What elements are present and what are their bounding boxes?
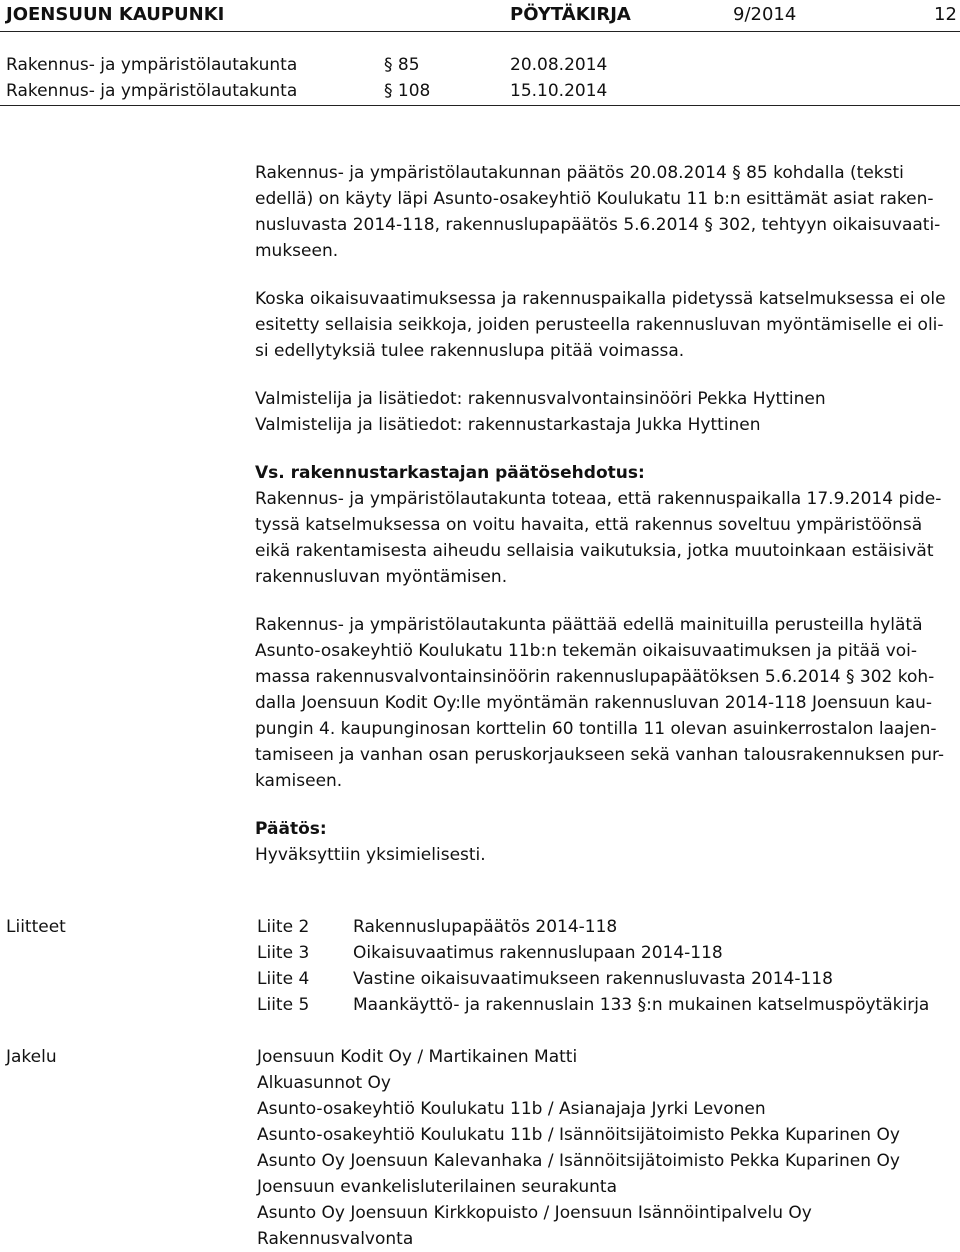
distribution-item: Joensuun evankelisluterilainen seurakunta <box>257 1177 618 1197</box>
text-line: Asunto-osakeyhtiö Koulukatu 11b:n tekemän oikaisuvaatimuksen ja pitää voi- <box>255 641 918 661</box>
header-divider <box>0 31 960 32</box>
text-line: esitetty sellaisia seikkoja, joiden perusteella rakennusluvan myöntämiselle ei oli- <box>255 315 944 335</box>
text-line: Valmistelija ja lisätiedot: rakennustarkastaja Jukka Hyttinen <box>255 415 761 435</box>
paragraph-proposal <box>255 460 955 590</box>
decision-text: Hyväksyttiin yksimielisesti. <box>255 845 486 865</box>
text-line: nusluvasta 2014-118, rakennuslupapäätös 5.6.2014 § 302, tehtyyn oikaisuvaati- <box>255 215 941 235</box>
reference-date-2: 15.10.2014 <box>510 81 608 101</box>
document-body <box>255 160 955 868</box>
paragraph-ruling <box>255 612 955 794</box>
text-line: Rakennus- ja ympäristölautakunnan päätös 20.08.2014 § 85 kohdalla (teksti <box>255 163 904 183</box>
attachment-id: Liite 4 <box>257 969 310 989</box>
attachments-label: Liitteet <box>6 917 66 937</box>
text-line: Koska oikaisuvaatimuksessa ja rakennuspaikalla pidetyssä katselmuksessa ei ole <box>255 289 946 309</box>
text-line: edellä) on käyty läpi Asunto-osakeyhtiö Koulukatu 11 b:n esittämät asiat raken- <box>255 189 934 209</box>
text-line: si edellytyksiä tulee rakennuslupa pitää voimassa. <box>255 341 685 361</box>
attachment-title: Oikaisuvaatimus rakennuslupaan 2014-118 <box>353 943 723 963</box>
paragraph-preparers <box>255 386 955 438</box>
page-number: 12 <box>934 4 957 25</box>
doc-type: PÖYTÄKIRJA <box>510 4 631 25</box>
distribution-item: Asunto-osakeyhtiö Koulukatu 11b / Asianajaja Jyrki Levonen <box>257 1099 766 1119</box>
reference-body-2: Rakennus- ja ympäristölautakunta <box>6 81 298 101</box>
attachment-id: Liite 3 <box>257 943 310 963</box>
paragraph-reasoning <box>255 286 955 364</box>
decision-heading: Päätös: <box>255 819 327 839</box>
doc-number: 9/2014 <box>733 4 797 25</box>
text-line: massa rakennusvalvontainsinöörin rakennuslupapäätöksen 5.6.2014 § 302 koh- <box>255 667 935 687</box>
text-line: eikä rakentamisesta aiheudu sellaisia vaikutuksia, jotka muutoinkaan estäisivät <box>255 541 934 561</box>
text-line: rakennusluvan myöntämisen. <box>255 567 508 587</box>
reference-date-1: 20.08.2014 <box>510 55 608 75</box>
text-line: tamiseen ja vanhan osan peruskorjaukseen sekä vanhan talousrakennuksen pur- <box>255 745 945 765</box>
distribution-item: Asunto Oy Joensuun Kirkkopuisto / Joensuun Isännöintipalvelu Oy <box>257 1203 812 1223</box>
reference-divider <box>0 105 960 106</box>
attachment-title: Rakennuslupapäätös 2014-118 <box>353 917 618 937</box>
attachment-title: Maankäyttö- ja rakennuslain 133 §:n mukainen katselmuspöytäkirja <box>353 995 930 1015</box>
text-line: kamiseen. <box>255 771 343 791</box>
distribution-item: Rakennusvalvonta <box>257 1229 414 1249</box>
reference-section-1: § 85 <box>384 55 420 75</box>
attachment-title: Vastine oikaisuvaatimukseen rakennusluvasta 2014-118 <box>353 969 833 989</box>
attachment-id: Liite 5 <box>257 995 310 1015</box>
reference-section-2: § 108 <box>384 81 431 101</box>
paragraph-decision <box>255 816 955 868</box>
distribution-item: Joensuun Kodit Oy / Martikainen Matti <box>257 1047 578 1067</box>
text-line: Rakennus- ja ympäristölautakunta päättää edellä mainituilla perusteilla hylätä <box>255 615 923 635</box>
text-line: tyssä katselmuksessa on voitu havaita, että rakennus soveltuu ympäristöönsä <box>255 515 923 535</box>
text-line: pungin 4. kaupunginosan korttelin 60 tontilla 11 olevan asuinkerrostalon laajen- <box>255 719 937 739</box>
distribution-item: Asunto-osakeyhtiö Koulukatu 11b / Isännöitsijätoimisto Pekka Kuparinen Oy <box>257 1125 900 1145</box>
attachment-id: Liite 2 <box>257 917 310 937</box>
paragraph-board-decision <box>255 160 955 264</box>
distribution-label: Jakelu <box>6 1047 57 1067</box>
proposal-heading: Vs. rakennustarkastajan päätösehdotus: <box>255 463 645 483</box>
distribution-item: Alkuasunnot Oy <box>257 1073 391 1093</box>
distribution-item: Asunto Oy Joensuun Kalevanhaka / Isännöitsijätoimisto Pekka Kuparinen Oy <box>257 1151 900 1171</box>
org-name: JOENSUUN KAUPUNKI <box>6 4 225 25</box>
text-line: mukseen. <box>255 241 339 261</box>
text-line: Valmistelija ja lisätiedot: rakennusvalvontainsinööri Pekka Hyttinen <box>255 389 826 409</box>
reference-body-1: Rakennus- ja ympäristölautakunta <box>6 55 298 75</box>
text-line: dalla Joensuun Kodit Oy:lle myöntämän rakennusluvan 2014-118 Joensuun kau- <box>255 693 933 713</box>
text-line: Rakennus- ja ympäristölautakunta toteaa, että rakennuspaikalla 17.9.2014 pide- <box>255 489 942 509</box>
